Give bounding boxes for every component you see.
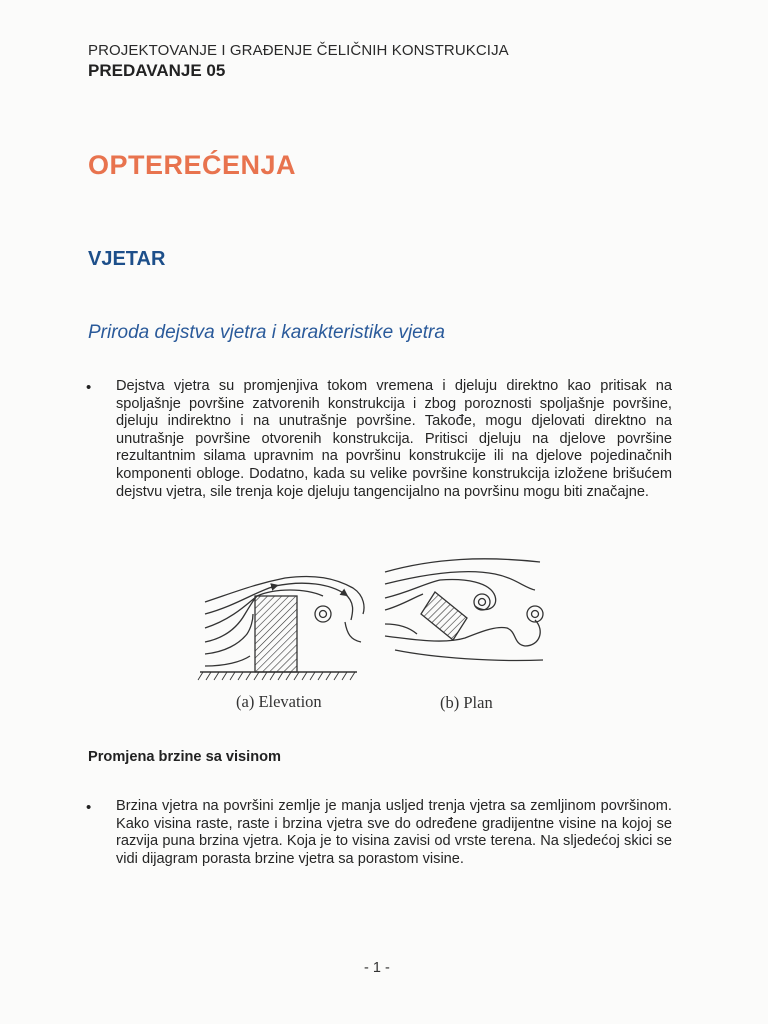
bullet-icon: • bbox=[86, 379, 92, 396]
course-header: PROJEKTOVANJE I GRAĐENJE ČELIČNIH KONSTRUKCIJA bbox=[88, 42, 509, 59]
lecture-header: PREDAVANJE 05 bbox=[88, 61, 226, 80]
subheading-speed-height: Promjena brzine sa visinom bbox=[88, 749, 282, 765]
subsection-heading: Priroda dejstva vjetra i karakteristike vjetra bbox=[88, 322, 445, 343]
plan-diagram bbox=[385, 559, 543, 661]
elevation-diagram bbox=[198, 576, 364, 680]
paragraph-wind-action: Dejstva vjetra su promjenjiva tokom vremena i djeluju direktno kao pritisak na spoljašnje površine zatvorenih konstrukcija i zbog poroznosti spoljašnje površine, djeluju indirektno i na unutrašnje površine. Takođe, mogu djelovati direktno na unutrašnje površine otvorenih konstrukcija. Pritisci djeluju na djelove površine rezultantnim silama upravnim na površinu konstrukcije ili na djelove pojedinačnih komponenti obloge. Dodatno, kada su velike površine konstrukcija izložene brišućem dejstvu vjetra, sile trenja koje djeluju tangencijalno na površinu mogu biti značajne. bbox=[116, 378, 672, 500]
page-number: - 1 - bbox=[364, 960, 390, 976]
section-heading: VJETAR bbox=[88, 248, 166, 270]
caption-plan: (b) Plan bbox=[440, 693, 493, 712]
caption-elevation: (a) Elevation bbox=[236, 692, 322, 711]
paragraph-wind-speed: Brzina vjetra na površini zemlje je manja usljed trenja vjetra sa zemljinom površinom. Kako visina raste, raste i brzina vjetra sve do određene gradijentne visine na kojoj se razvija puna brzina vjetra. Koja je to visina zavisi od vrste terena. Na sljedećoj skici se vidi dijagram porasta brzine vjetra sa porastom visine. bbox=[116, 798, 672, 867]
bullet-icon: • bbox=[86, 799, 92, 816]
page-title: OPTEREĆENJA bbox=[88, 150, 297, 180]
